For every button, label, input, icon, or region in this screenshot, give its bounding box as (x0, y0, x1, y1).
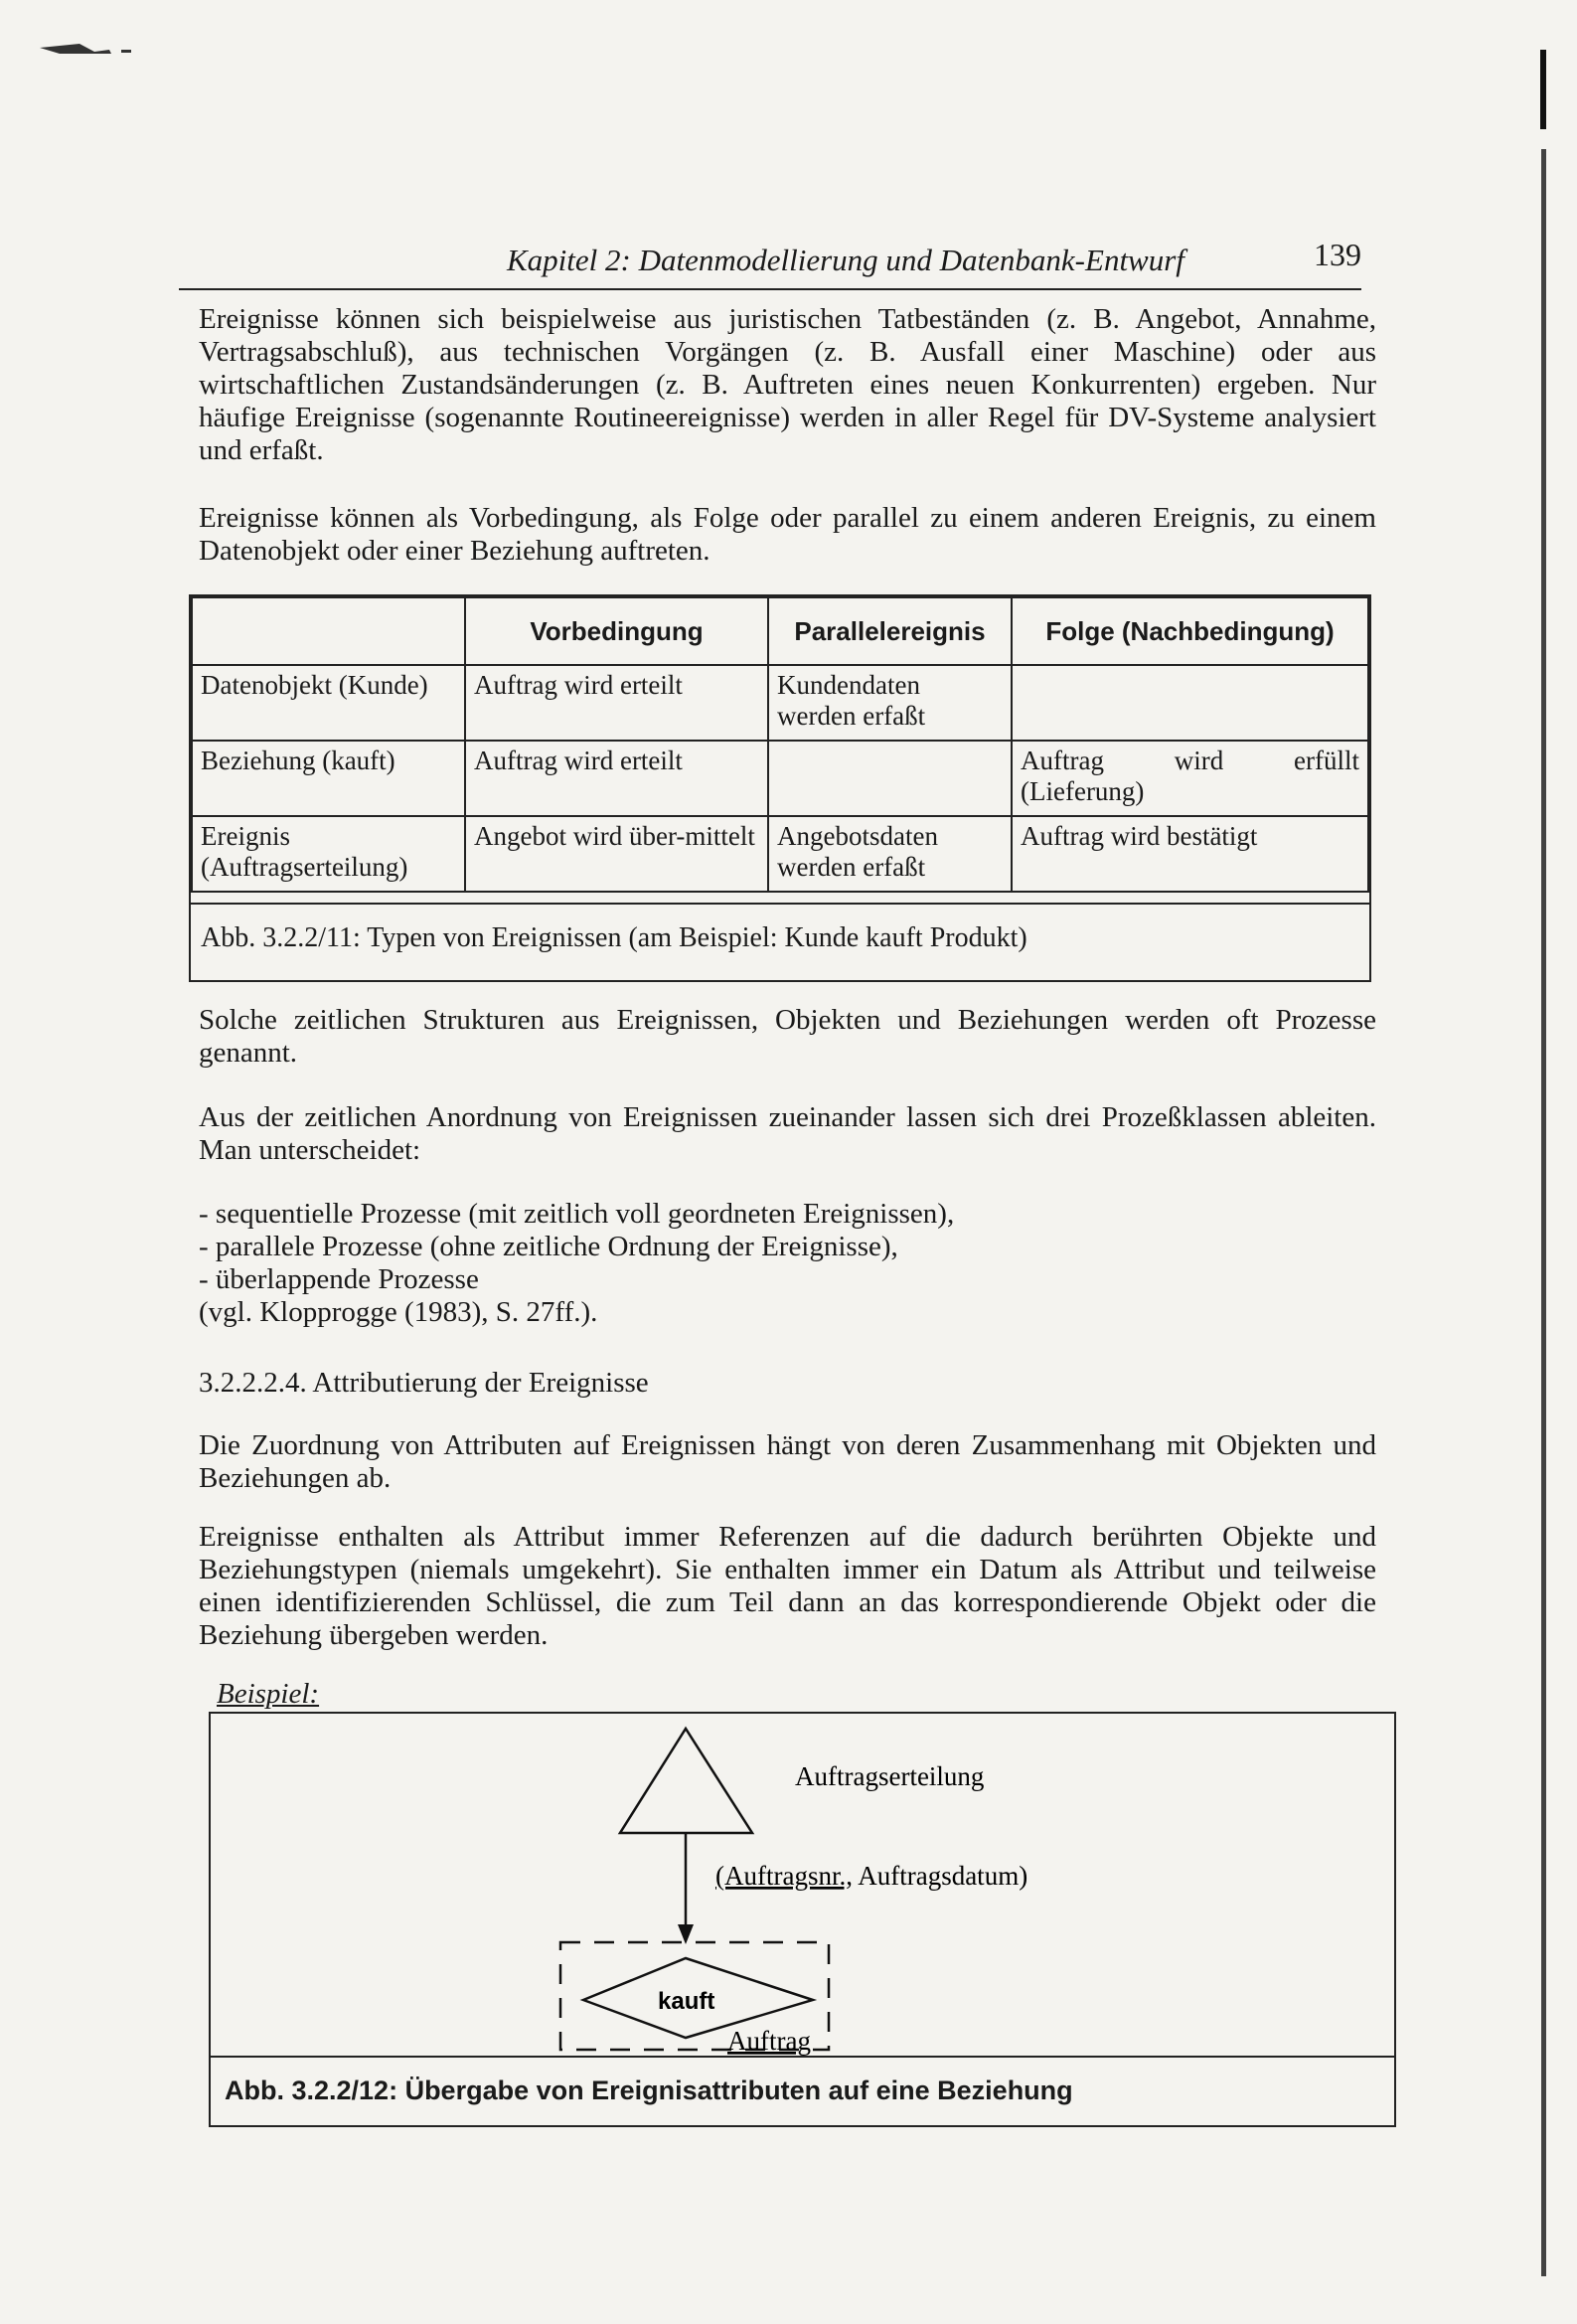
figure-caption: Abb. 3.2.2/12: Übergabe von Ereignisattributen auf eine Beziehung (211, 2056, 1394, 2125)
process-class-list (199, 1198, 1376, 1329)
page-number: 139 (1314, 237, 1361, 272)
table-cell: Beziehung (kauft) (192, 741, 465, 816)
table-cell: Auftrag wird erteilt (465, 665, 768, 741)
event-name: Auftragserteilung (795, 1761, 985, 1791)
table-cell: Auftrag wird erfüllt (Lieferung) (1012, 741, 1368, 816)
table-cell (768, 741, 1012, 816)
list-item: - sequentielle Prozesse (mit zeitlich voll geordneten Ereignissen), (199, 1198, 955, 1230)
list-item: - überlappende Prozesse (199, 1263, 479, 1295)
table-row (192, 816, 1368, 892)
example-label: Beispiel: (217, 1678, 320, 1710)
paragraph-4: Aus der zeitlichen Anordnung von Ereignissen zueinander lassen sich drei Prozeßklassen ableiten. Man unterscheidet: (199, 1101, 1376, 1166)
event-attribute-figure (209, 1712, 1396, 2127)
passed-attribute: Auftrag (727, 2026, 811, 2056)
relationship-name: kauft (658, 1988, 715, 2015)
event-triangle-shape (620, 1729, 752, 1833)
table-caption: Abb. 3.2.2/11: Typen von Ereignissen (am Beispiel: Kunde kauft Produkt) (191, 903, 1369, 980)
table-cell: Kundendaten werden erfaßt (768, 665, 1012, 741)
date-attribute: Auftragsdatum) (852, 1861, 1028, 1891)
event-types-table (189, 594, 1371, 982)
table-header-empty (192, 597, 465, 665)
scan-artifact-mark (40, 40, 139, 60)
section-heading: 3.2.2.2.4. Attributierung der Ereignisse (199, 1367, 649, 1399)
paragraph-5: Die Zuordnung von Attributen auf Ereignissen hängt von deren Zusammenhang mit Objekten und Beziehungen ab. (199, 1429, 1376, 1494)
paragraph-1: Ereignisse können sich beispielweise aus juristischen Tatbeständen (z. B. Angebot, Annahme, Vertragsabschluß), aus technischen Vorgängen (z. B. Ausfall einer Maschine) oder aus wirtschaftlichen Zustandsänderungen (z. B. Auftreten eines neuen Konkurrenten) ergeben. Nur häufige Ereignisse (sogenannte Routineereignisse) werden in aller Regel für DV-Systeme analysiert und erfaßt. (199, 303, 1376, 466)
table-header-folge: Folge (Nachbedingung) (1012, 597, 1368, 665)
table-cell: Datenobjekt (Kunde) (192, 665, 465, 741)
table-cell: Auftrag wird erteilt (465, 741, 768, 816)
list-item: (vgl. Klopprogge (1983), S. 27ff.). (199, 1296, 598, 1328)
table-row (192, 665, 1368, 741)
paragraph-2: Ereignisse können als Vorbedingung, als Folge oder parallel zu einem anderen Ereignis, zu einem Datenobjekt oder einer Beziehung auftreten. (199, 502, 1376, 567)
figure-diagram (211, 1714, 1394, 2060)
paragraph-3: Solche zeitlichen Strukturen aus Ereignissen, Objekten und Beziehungen werden oft Prozesse genannt. (199, 1004, 1376, 1069)
table-cell: Ereignis (Auftragserteilung) (192, 816, 465, 892)
table-cell: Angebotsdaten werden erfaßt (768, 816, 1012, 892)
paragraph-6: Ereignisse enthalten als Attribut immer Referenzen auf die dadurch berührten Objekte und Beziehungstypen (niemals umgekehrt). Sie enthalten immer ein Datum als Attribut und teilweise einen identifizierenden Schlüssel, die zum Teil dann an das korrespondierende Objekt oder die Beziehung übergeben werden. (199, 1521, 1376, 1651)
svg-text:(Auftragsnr., Auftragsdatum) (715, 1861, 1027, 1891)
list-item: - parallele Prozesse (ohne zeitliche Ordnung der Ereignisse), (199, 1231, 898, 1262)
scan-artifact-edge (1538, 50, 1548, 2296)
table-cell: Auftrag wird bestätigt (1012, 816, 1368, 892)
running-head (179, 231, 1361, 290)
table-header-parallelereignis: Parallelereignis (768, 597, 1012, 665)
table-row (192, 741, 1368, 816)
table-cell: Angebot wird über-mittelt (465, 816, 768, 892)
table-header-vorbedingung: Vorbedingung (465, 597, 768, 665)
table-cell (1012, 665, 1368, 741)
key-attribute: (Auftragsnr., (715, 1861, 853, 1891)
chapter-title: Kapitel 2: Datenmodellierung und Datenbank-Entwurf (507, 243, 1184, 277)
